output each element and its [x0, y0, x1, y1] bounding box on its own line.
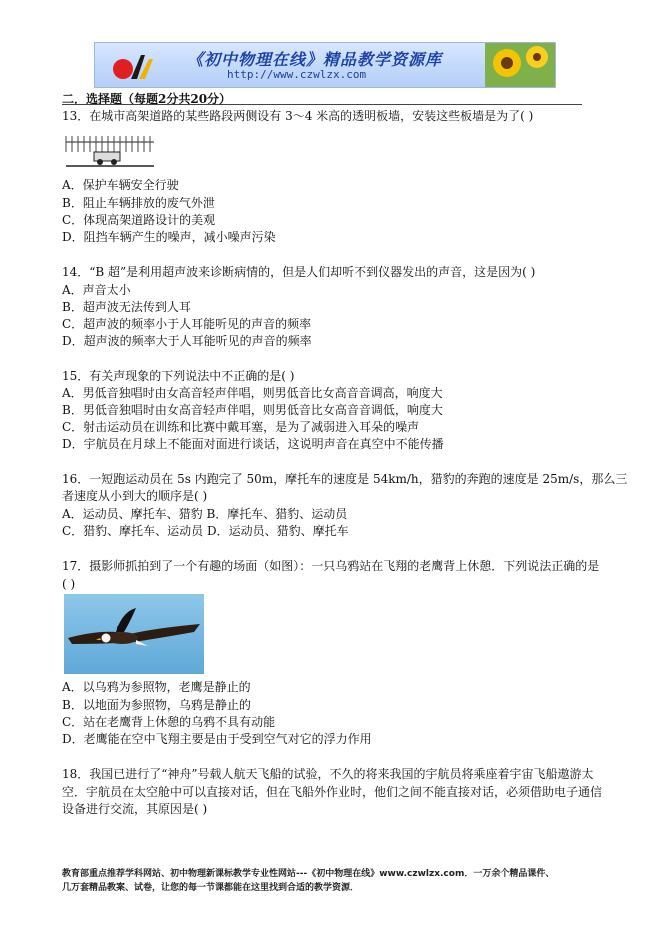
q13-option-a: A．保护车辆安全行驶	[62, 178, 179, 192]
q17-option-a: A．以乌鸦为参照物，老鹰是静止的	[62, 680, 251, 694]
banner-title: 《初中物理在线》精品教学资源库	[187, 50, 443, 69]
q14-option-d: D．超声波的频率大于人耳能听见的声音的频率	[62, 334, 312, 348]
q13-option-c: C．体现高架道路设计的美观	[62, 213, 216, 227]
q17-stem-line1: 17．摄影师抓拍到了一个有趣的场面（如图）：一只乌鸦站在飞翔的老鹰背上休憩．下列说法正确的是	[62, 559, 600, 573]
banner-url: http://www.czwlzx.com	[227, 68, 367, 81]
q15-stem: 15．有关声现象的下列说法中不正确的是( )	[62, 369, 295, 383]
footer-line2: 几万套精品教案、试卷，让您的每一节课都能在这里找到合适的教学资源．	[62, 883, 360, 893]
q17-option-c: C．站在老鹰背上休憩的乌鸦不具有动能	[62, 715, 276, 729]
q17-option-d: D．老鹰能在空中飞翔主要是由于受到空气对它的浮力作用	[62, 732, 372, 746]
q18-stem-line3: 设备进行交流，其原因是( )	[62, 802, 208, 816]
q15-option-c: C．射击运动员在训练和比赛中戴耳塞，是为了减弱进入耳朵的噪声	[62, 420, 420, 434]
header-banner	[94, 42, 556, 88]
q14-stem: 14．“B 超”是利用超声波来诊断病情的，但是人们却听不到仪器发出的声音，这是因为( )	[62, 265, 536, 279]
q13-option-d: D．阻挡车辆产生的噪声，减小噪声污染	[62, 230, 276, 244]
footer-line1: 教育部重点推荐学科网站、初中物理新课标教学专业性网站---《初中物理在线》www.czwlzx.com．一万余个精品课件、	[62, 869, 555, 879]
q13-stem: 13．在城市高架道路的某些路段两侧设有 3～4 米高的透明板墙，安装这些板墙是为了( )	[62, 109, 534, 123]
q18-stem-line1: 18．我国已进行了“神舟”号载人航天飞船的试验，不久的将来我国的宇航员将乘座着宇宙飞船遨游太	[62, 767, 594, 781]
q16-options-line1: A．运动员、摩托车、猎豹 B．摩托车、猎豹、运动员	[62, 507, 348, 521]
sunflower-icon	[485, 43, 555, 87]
q13-option-b: B．阻止车辆排放的废气外泄	[62, 196, 215, 210]
q15-option-d: D．宇航员在月球上不能面对面进行谈话，这说明声音在真空中不能传播	[62, 437, 444, 451]
q15-option-b: B．男低音独唱时由女高音轻声伴唱，则男低音比女高音音调低，响度大	[62, 403, 443, 417]
q15-option-a: A．男低音独唱时由女高音轻声伴唱，则男低音比女高音音调高，响度大	[62, 386, 443, 400]
q16-stem-line2: 者速度从小到大的顺序是( )	[62, 489, 208, 503]
elevated-road-figure	[64, 132, 156, 170]
q14-option-a: A．声音太小	[62, 283, 131, 297]
q17-stem-line2: ( )	[62, 577, 76, 591]
q17-option-b: B．以地面为参照物，乌鸦是静止的	[62, 698, 251, 712]
q18-stem-line2: 空．宇航员在太空舱中可以直接对话，但在飞船外作业时，他们之间不能直接对话，必须借助电子通信	[62, 785, 603, 799]
eagle-crow-photo	[64, 594, 204, 674]
q14-option-c: C．超声波的频率小于人耳能听见的声音的频率	[62, 317, 312, 331]
site-logo-icon	[111, 51, 155, 81]
q14-option-b: B．超声波无法传到人耳	[62, 300, 191, 314]
q16-stem-line1: 16．一短跑运动员在 5s 内跑完了 50m，摩托车的速度是 54km/h，猎豹的奔跑的速度是 25m/s，那么三	[62, 472, 628, 486]
divider	[62, 104, 582, 105]
q16-options-line2: C．猎豹、摩托车、运动员 D．运动员、猎豹、摩托车	[62, 524, 349, 538]
section-header: 二．选择题（每题2分共20分）	[62, 92, 232, 106]
